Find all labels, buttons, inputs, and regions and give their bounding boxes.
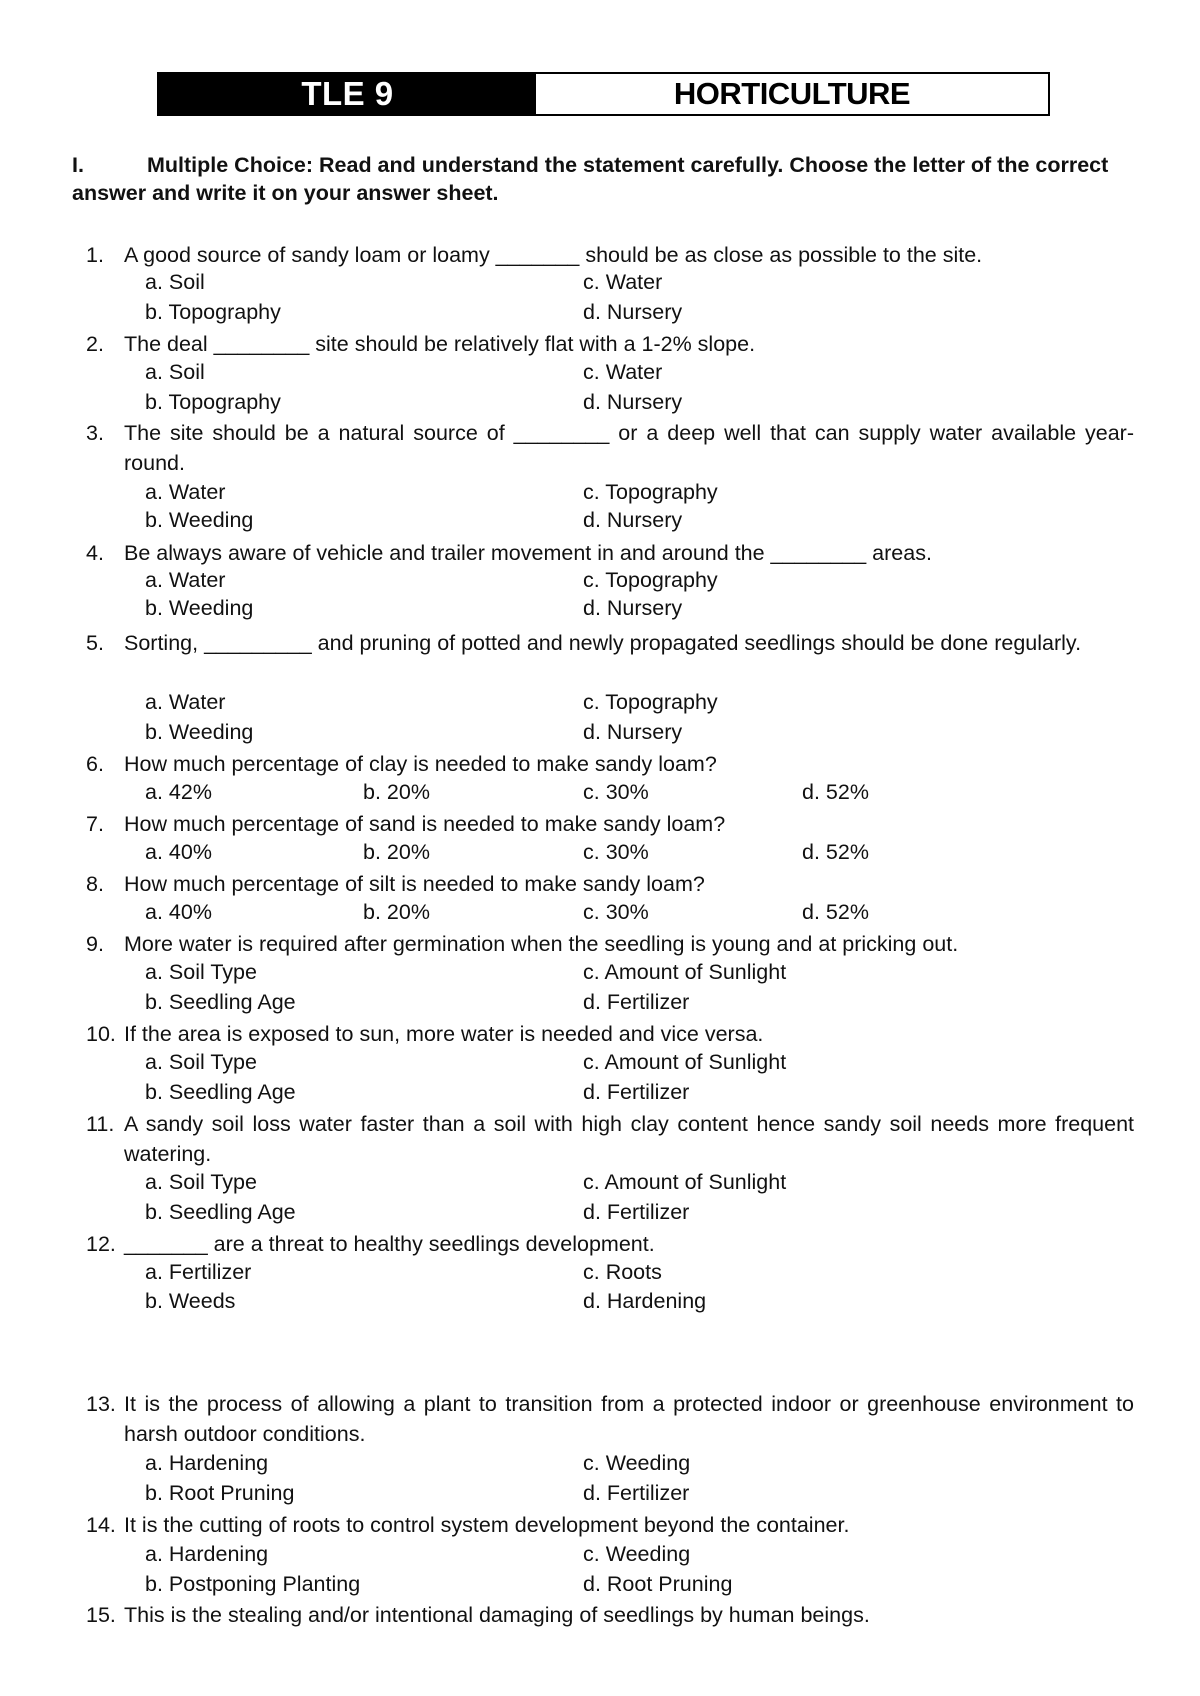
question-number: 6. [86, 752, 104, 776]
question-text: Sorting, _________ and pruning of potted and newly propagated seedlings should be done regularly. [124, 631, 1082, 655]
answer-option: c. Topography [583, 480, 718, 504]
question-number: 3. [86, 421, 104, 445]
answer-option: a. 42% [145, 780, 212, 804]
answer-option: d. Fertilizer [583, 1200, 690, 1224]
answer-option: d. Nursery [583, 720, 683, 744]
answer-option: c. 30% [583, 780, 649, 804]
answer-option: c. Amount of Sunlight [583, 960, 787, 984]
answer-option: c. Water [583, 360, 663, 384]
answer-option: c. 30% [583, 900, 649, 924]
question-number: 5. [86, 631, 104, 655]
answer-option: d. Fertilizer [583, 1080, 690, 1104]
answer-option: c. Amount of Sunlight [583, 1170, 787, 1194]
answer-option: c. Topography [583, 568, 718, 592]
question-text: How much percentage of clay is needed to make sandy loam? [124, 752, 717, 776]
question-text: A sandy soil loss water faster than a soil with high clay content hence sandy soil needs more frequent watering. [124, 1112, 1134, 1166]
question-number: 13. [86, 1392, 116, 1416]
answer-option: a. Soil Type [145, 1050, 257, 1074]
subject-name: HORTICULTURE [536, 74, 1048, 114]
question-number: 4. [86, 541, 104, 565]
answer-option: c. Weeding [583, 1451, 691, 1475]
answer-option: b. Weeding [145, 720, 254, 744]
answer-option: a. Water [145, 568, 226, 592]
answer-option: a. Fertilizer [145, 1260, 252, 1284]
question-text: It is the process of allowing a plant to transition from a protected indoor or greenhouse environment to harsh outdoor conditions. [124, 1392, 1134, 1446]
answer-option: a. Soil Type [145, 1170, 257, 1194]
answer-option: a. Soil [145, 270, 205, 294]
question-text: If the area is exposed to sun, more water is needed and vice versa. [124, 1022, 764, 1046]
answer-option: b. 20% [363, 900, 430, 924]
answer-option: c. Weeding [583, 1542, 691, 1566]
answer-option: a. Hardening [145, 1451, 269, 1475]
answer-option: b. Seedling Age [145, 1080, 296, 1104]
question-number: 9. [86, 932, 104, 956]
answer-option: d. 52% [802, 900, 869, 924]
answer-option: b. Weeding [145, 596, 254, 620]
answer-option: b. Seedling Age [145, 1200, 296, 1224]
answer-option: d. Nursery [583, 596, 683, 620]
answer-option: d. Fertilizer [583, 990, 690, 1014]
answer-option: b. Seedling Age [145, 990, 296, 1014]
question-number: 11. [86, 1112, 115, 1136]
answer-option: c. Amount of Sunlight [583, 1050, 787, 1074]
question-text: Be always aware of vehicle and trailer movement in and around the ________ areas. [124, 541, 932, 565]
answer-option: b. 20% [363, 780, 430, 804]
question-text: How much percentage of silt is needed to make sandy loam? [124, 872, 705, 896]
question-text: How much percentage of sand is needed to make sandy loam? [124, 812, 726, 836]
answer-option: c. Roots [583, 1260, 662, 1284]
answer-option: d. Hardening [583, 1289, 707, 1313]
answer-option: a. Water [145, 480, 226, 504]
answer-option: b. Postponing Planting [145, 1572, 361, 1596]
question-number: 14. [86, 1513, 116, 1537]
subject-code: TLE 9 [159, 74, 536, 114]
answer-option: a. Soil [145, 360, 205, 384]
answer-option: d. Fertilizer [583, 1481, 690, 1505]
answer-option: b. Weeds [145, 1289, 236, 1313]
question-number: 15. [86, 1603, 116, 1627]
answer-option: c. Topography [583, 690, 718, 714]
question-number: 12. [86, 1232, 116, 1256]
question-text: This is the stealing and/or intentional damaging of seedlings by human beings. [124, 1603, 870, 1627]
answer-option: d. Nursery [583, 508, 683, 532]
question-number: 2. [86, 332, 104, 356]
question-text: More water is required after germination when the seedling is young and at pricking out. [124, 932, 959, 956]
answer-option: b. Topography [145, 390, 281, 414]
section-number: I. [72, 153, 84, 177]
answer-option: c. 30% [583, 840, 649, 864]
question-number: 1. [86, 243, 104, 267]
instructions [72, 151, 1132, 207]
answer-option: a. 40% [145, 900, 212, 924]
answer-option: d. 52% [802, 780, 869, 804]
question-number: 10. [86, 1022, 116, 1046]
question-text: The deal ________ site should be relatively flat with a 1-2% slope. [124, 332, 756, 356]
question-text: _______ are a threat to healthy seedlings development. [124, 1232, 655, 1256]
title-banner [157, 72, 1050, 116]
question-text: A good source of sandy loam or loamy _______ should be as close as possible to the site. [124, 243, 983, 267]
answer-option: a. Water [145, 690, 226, 714]
answer-option: b. Weeding [145, 508, 254, 532]
answer-option: d. Root Pruning [583, 1572, 733, 1596]
answer-option: d. 52% [802, 840, 869, 864]
question-text: The site should be a natural source of ________ or a deep well that can supply water available year-round. [124, 421, 1134, 475]
answer-option: b. 20% [363, 840, 430, 864]
question-number: 7. [86, 812, 104, 836]
question-number: 8. [86, 872, 104, 896]
answer-option: d. Nursery [583, 390, 683, 414]
answer-option: c. Water [583, 270, 663, 294]
answer-option: d. Nursery [583, 300, 683, 324]
answer-option: b. Topography [145, 300, 281, 324]
answer-option: a. Hardening [145, 1542, 269, 1566]
answer-option: a. Soil Type [145, 960, 257, 984]
instructions-text: Multiple Choice: Read and understand the statement carefully. Choose the letter of the correct answer and write it on your answer sheet. [72, 153, 1109, 205]
question-text: It is the cutting of roots to control system development beyond the container. [124, 1513, 850, 1537]
answer-option: a. 40% [145, 840, 212, 864]
answer-option: b. Root Pruning [145, 1481, 295, 1505]
